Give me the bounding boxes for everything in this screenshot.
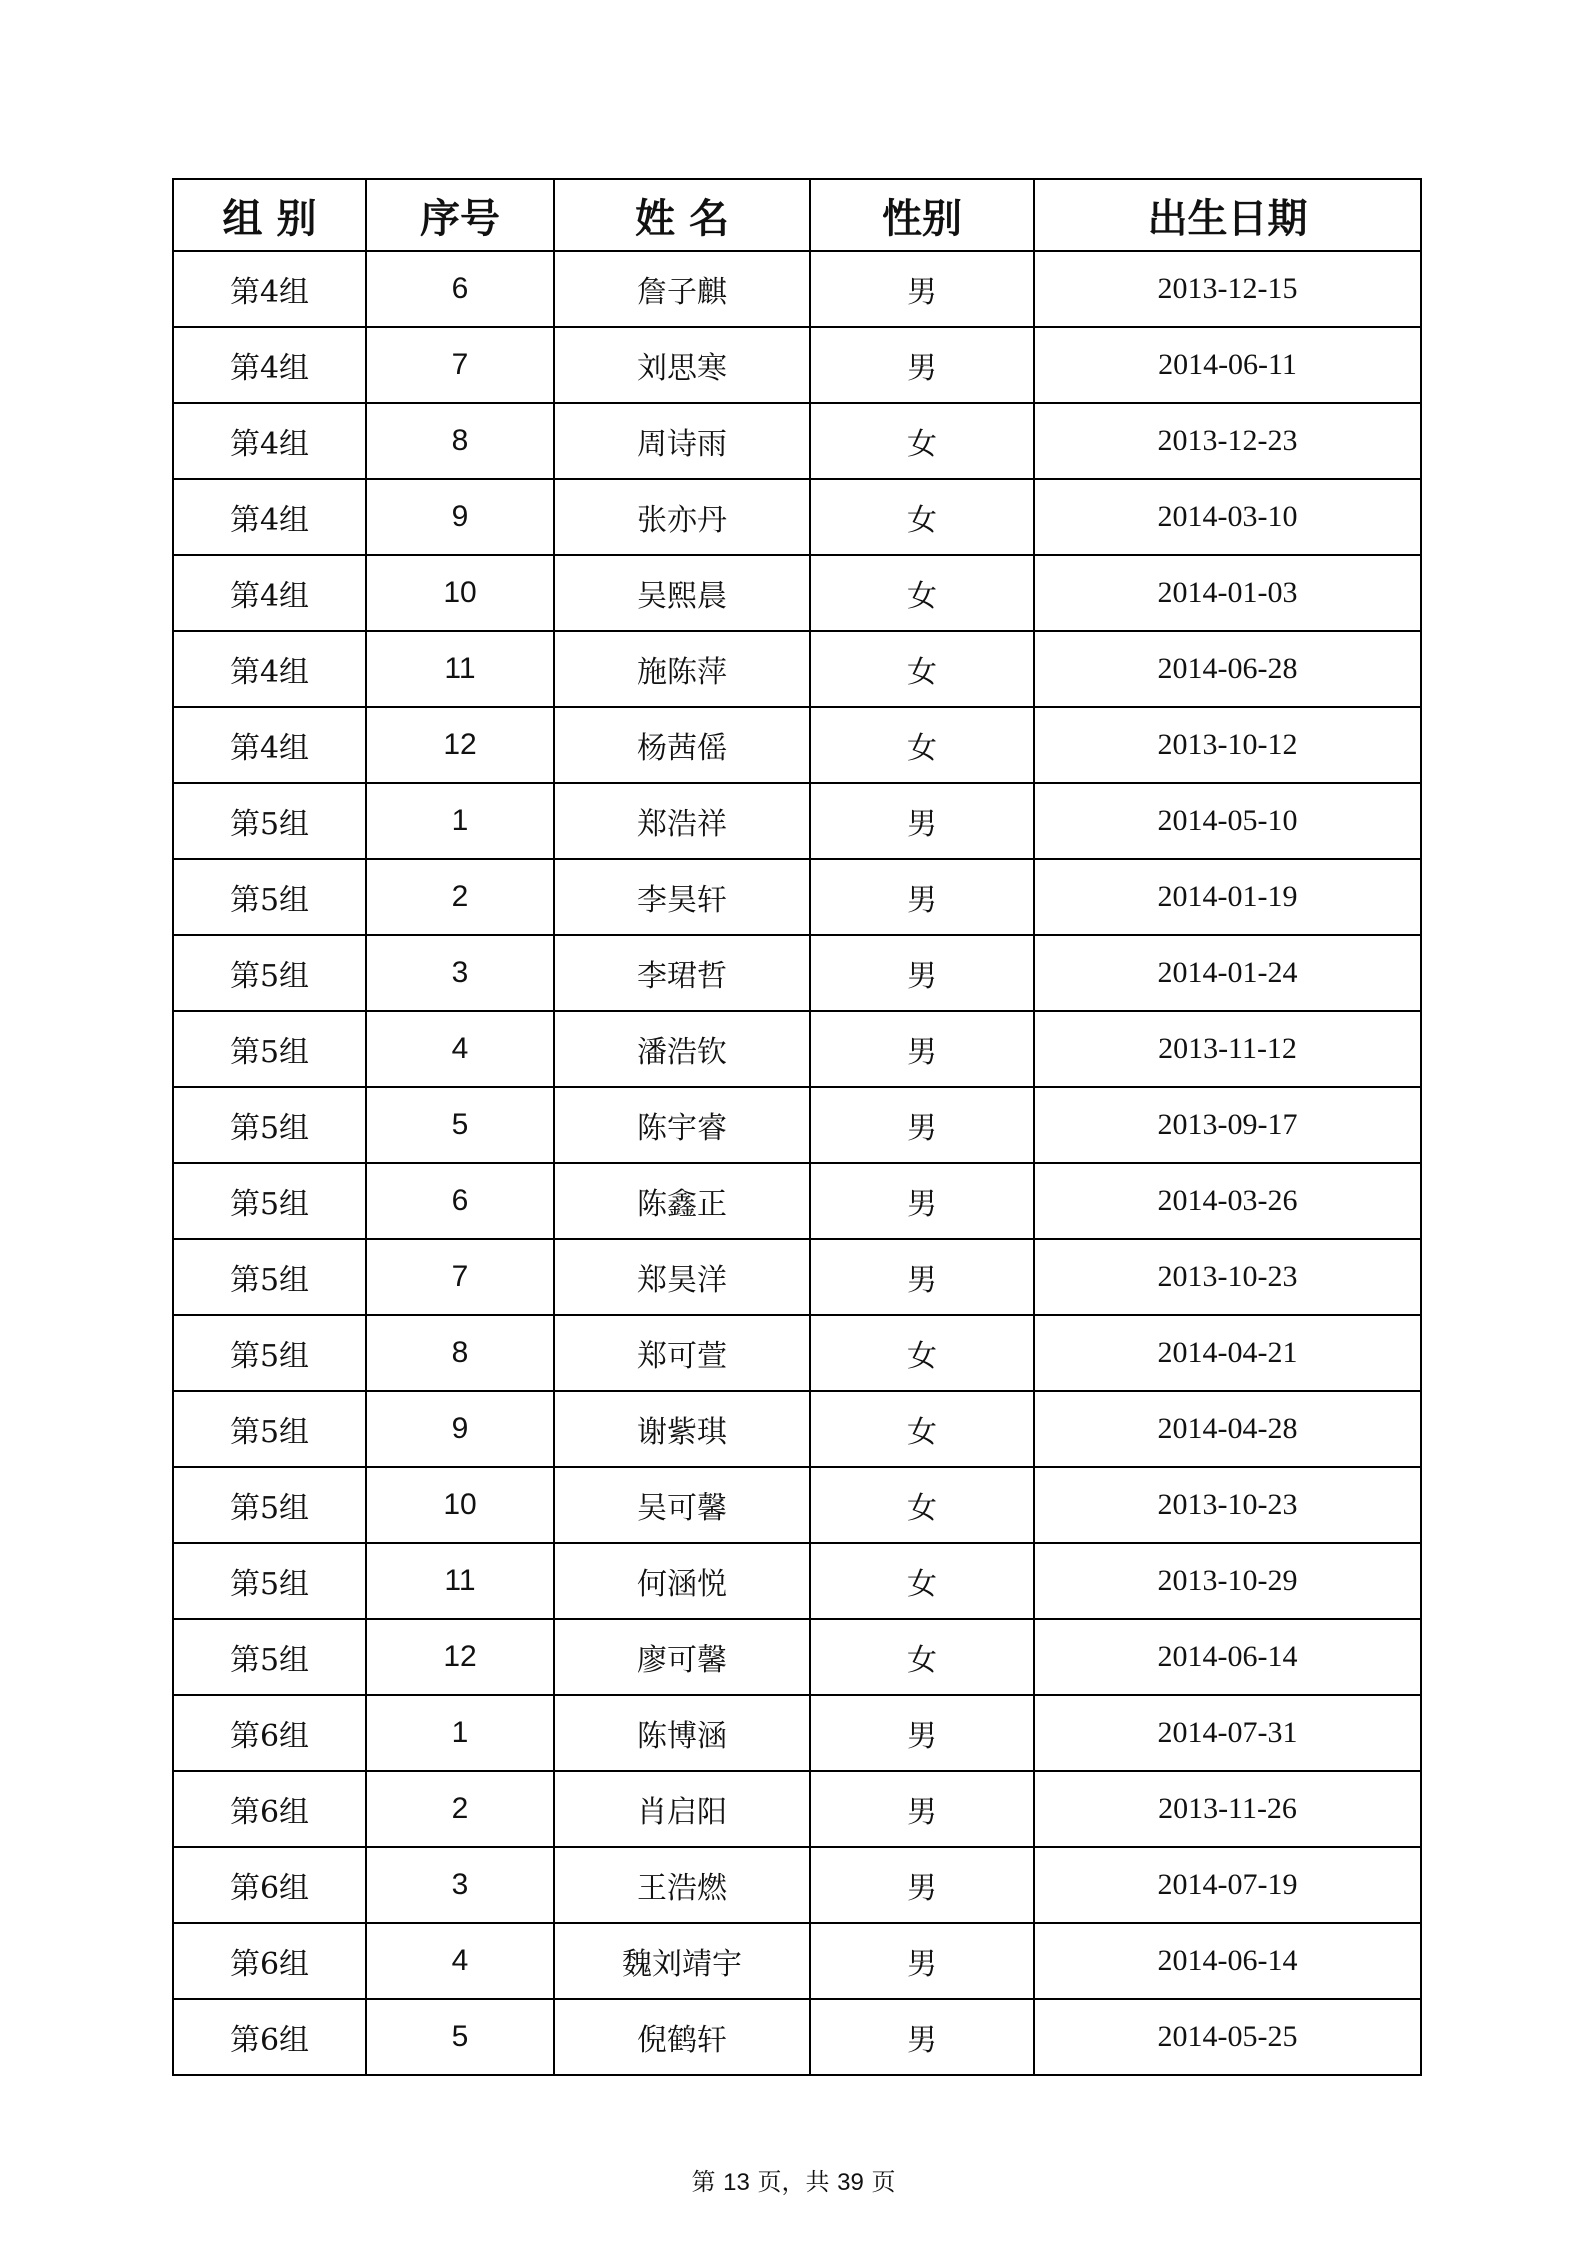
footer-suffix: 页 <box>871 2168 896 2196</box>
header-row <box>173 179 1421 251</box>
table-row <box>173 859 1421 935</box>
cell-group: 第5组 <box>173 783 366 859</box>
cell-seq: 3 <box>366 935 554 1011</box>
cell-name: 詹子麒 <box>554 251 810 327</box>
table-row <box>173 479 1421 555</box>
cell-group: 第4组 <box>173 555 366 631</box>
table-row <box>173 1923 1421 1999</box>
footer-total-pages: 39 <box>837 2169 864 2196</box>
cell-seq: 3 <box>366 1847 554 1923</box>
cell-gender: 女 <box>810 479 1034 555</box>
cell-group: 第5组 <box>173 1163 366 1239</box>
cell-birth-date: 2014-06-14 <box>1034 1619 1421 1695</box>
cell-group: 第5组 <box>173 859 366 935</box>
cell-gender: 女 <box>810 1619 1034 1695</box>
cell-seq: 6 <box>366 1163 554 1239</box>
cell-name: 郑昊洋 <box>554 1239 810 1315</box>
table-row <box>173 1543 1421 1619</box>
cell-seq: 5 <box>366 1087 554 1163</box>
table-row <box>173 1391 1421 1467</box>
cell-group: 第6组 <box>173 1847 366 1923</box>
cell-group: 第4组 <box>173 631 366 707</box>
cell-group: 第5组 <box>173 1239 366 1315</box>
cell-seq: 8 <box>366 403 554 479</box>
cell-name: 刘思寒 <box>554 327 810 403</box>
header-birth-date: 出生日期 <box>1034 179 1421 251</box>
table-row <box>173 631 1421 707</box>
cell-birth-date: 2013-11-12 <box>1034 1011 1421 1087</box>
cell-gender: 男 <box>810 1087 1034 1163</box>
cell-name: 张亦丹 <box>554 479 810 555</box>
table-row <box>173 935 1421 1011</box>
cell-seq: 9 <box>366 1391 554 1467</box>
cell-seq: 2 <box>366 1771 554 1847</box>
cell-birth-date: 2014-07-19 <box>1034 1847 1421 1923</box>
cell-gender: 男 <box>810 859 1034 935</box>
cell-seq: 7 <box>366 1239 554 1315</box>
page-footer <box>0 2162 1587 2197</box>
cell-name: 魏刘靖宇 <box>554 1923 810 1999</box>
table-row <box>173 1847 1421 1923</box>
cell-name: 周诗雨 <box>554 403 810 479</box>
table-row <box>173 251 1421 327</box>
table-row <box>173 327 1421 403</box>
cell-name: 吴熙晨 <box>554 555 810 631</box>
cell-group: 第5组 <box>173 1391 366 1467</box>
cell-gender: 男 <box>810 1847 1034 1923</box>
cell-seq: 10 <box>366 1467 554 1543</box>
cell-name: 肖启阳 <box>554 1771 810 1847</box>
cell-seq: 9 <box>366 479 554 555</box>
table-row <box>173 1999 1421 2075</box>
cell-seq: 11 <box>366 631 554 707</box>
cell-gender: 男 <box>810 1011 1034 1087</box>
cell-name: 吴可馨 <box>554 1467 810 1543</box>
cell-name: 郑可萱 <box>554 1315 810 1391</box>
table-row <box>173 707 1421 783</box>
cell-gender: 男 <box>810 1163 1034 1239</box>
cell-seq: 1 <box>366 1695 554 1771</box>
cell-name: 郑浩祥 <box>554 783 810 859</box>
cell-gender: 女 <box>810 631 1034 707</box>
cell-group: 第5组 <box>173 1543 366 1619</box>
cell-seq: 2 <box>366 859 554 935</box>
cell-name: 李珺哲 <box>554 935 810 1011</box>
cell-seq: 11 <box>366 1543 554 1619</box>
cell-birth-date: 2014-07-31 <box>1034 1695 1421 1771</box>
cell-seq: 10 <box>366 555 554 631</box>
cell-birth-date: 2013-10-29 <box>1034 1543 1421 1619</box>
cell-name: 杨茜傜 <box>554 707 810 783</box>
cell-birth-date: 2014-01-24 <box>1034 935 1421 1011</box>
header-seq: 序号 <box>366 179 554 251</box>
cell-seq: 8 <box>366 1315 554 1391</box>
cell-gender: 男 <box>810 1695 1034 1771</box>
footer-prefix: 第 <box>691 2168 716 2196</box>
cell-birth-date: 2013-12-15 <box>1034 251 1421 327</box>
table-row <box>173 555 1421 631</box>
cell-group: 第6组 <box>173 1923 366 1999</box>
cell-gender: 女 <box>810 1543 1034 1619</box>
cell-group: 第4组 <box>173 707 366 783</box>
cell-seq: 6 <box>366 251 554 327</box>
table-row <box>173 1467 1421 1543</box>
cell-gender: 男 <box>810 1999 1034 2075</box>
cell-group: 第6组 <box>173 1999 366 2075</box>
cell-gender: 女 <box>810 1315 1034 1391</box>
cell-group: 第4组 <box>173 479 366 555</box>
header-group: 组 别 <box>173 179 366 251</box>
cell-birth-date: 2014-06-14 <box>1034 1923 1421 1999</box>
cell-birth-date: 2014-04-28 <box>1034 1391 1421 1467</box>
cell-group: 第5组 <box>173 1467 366 1543</box>
cell-group: 第4组 <box>173 403 366 479</box>
cell-birth-date: 2014-03-26 <box>1034 1163 1421 1239</box>
cell-name: 何涵悦 <box>554 1543 810 1619</box>
cell-group: 第4组 <box>173 327 366 403</box>
cell-seq: 7 <box>366 327 554 403</box>
cell-gender: 男 <box>810 1771 1034 1847</box>
table-row <box>173 1087 1421 1163</box>
cell-name: 谢紫琪 <box>554 1391 810 1467</box>
cell-birth-date: 2013-10-23 <box>1034 1239 1421 1315</box>
cell-name: 潘浩钦 <box>554 1011 810 1087</box>
footer-current-page: 13 <box>723 2169 750 2196</box>
cell-seq: 4 <box>366 1923 554 1999</box>
table-row <box>173 1315 1421 1391</box>
cell-gender: 男 <box>810 935 1034 1011</box>
cell-name: 陈宇睿 <box>554 1087 810 1163</box>
header-name: 姓 名 <box>554 179 810 251</box>
roster-table <box>172 178 1422 2076</box>
cell-group: 第4组 <box>173 251 366 327</box>
cell-birth-date: 2014-03-10 <box>1034 479 1421 555</box>
cell-gender: 女 <box>810 555 1034 631</box>
cell-group: 第5组 <box>173 1315 366 1391</box>
cell-name: 施陈萍 <box>554 631 810 707</box>
cell-gender: 女 <box>810 1391 1034 1467</box>
cell-seq: 1 <box>366 783 554 859</box>
cell-name: 倪鹤轩 <box>554 1999 810 2075</box>
cell-group: 第6组 <box>173 1695 366 1771</box>
cell-birth-date: 2014-05-25 <box>1034 1999 1421 2075</box>
footer-middle: 页，共 <box>757 2168 830 2196</box>
cell-seq: 12 <box>366 707 554 783</box>
cell-birth-date: 2014-06-28 <box>1034 631 1421 707</box>
cell-group: 第5组 <box>173 1011 366 1087</box>
roster-body <box>173 251 1421 2075</box>
cell-name: 李昊轩 <box>554 859 810 935</box>
cell-birth-date: 2014-04-21 <box>1034 1315 1421 1391</box>
table-row <box>173 1619 1421 1695</box>
cell-gender: 男 <box>810 1239 1034 1315</box>
cell-seq: 5 <box>366 1999 554 2075</box>
cell-name: 王浩燃 <box>554 1847 810 1923</box>
header-gender: 性别 <box>810 179 1034 251</box>
cell-name: 陈鑫正 <box>554 1163 810 1239</box>
cell-gender: 男 <box>810 251 1034 327</box>
cell-birth-date: 2014-06-11 <box>1034 327 1421 403</box>
cell-birth-date: 2013-10-23 <box>1034 1467 1421 1543</box>
cell-gender: 男 <box>810 783 1034 859</box>
table-row <box>173 1239 1421 1315</box>
cell-seq: 12 <box>366 1619 554 1695</box>
cell-gender: 女 <box>810 1467 1034 1543</box>
cell-gender: 男 <box>810 327 1034 403</box>
cell-name: 陈博涵 <box>554 1695 810 1771</box>
cell-birth-date: 2013-11-26 <box>1034 1771 1421 1847</box>
cell-gender: 男 <box>810 1923 1034 1999</box>
table-row <box>173 1163 1421 1239</box>
cell-birth-date: 2013-10-12 <box>1034 707 1421 783</box>
cell-birth-date: 2014-01-03 <box>1034 555 1421 631</box>
table-row <box>173 783 1421 859</box>
cell-group: 第6组 <box>173 1771 366 1847</box>
cell-birth-date: 2013-12-23 <box>1034 403 1421 479</box>
cell-gender: 女 <box>810 707 1034 783</box>
cell-birth-date: 2014-01-19 <box>1034 859 1421 935</box>
cell-birth-date: 2013-09-17 <box>1034 1087 1421 1163</box>
cell-group: 第5组 <box>173 1087 366 1163</box>
cell-name: 廖可馨 <box>554 1619 810 1695</box>
cell-group: 第5组 <box>173 1619 366 1695</box>
table-row <box>173 1011 1421 1087</box>
table-row <box>173 403 1421 479</box>
table-row <box>173 1695 1421 1771</box>
cell-seq: 4 <box>366 1011 554 1087</box>
cell-birth-date: 2014-05-10 <box>1034 783 1421 859</box>
table-row <box>173 1771 1421 1847</box>
cell-gender: 女 <box>810 403 1034 479</box>
cell-group: 第5组 <box>173 935 366 1011</box>
